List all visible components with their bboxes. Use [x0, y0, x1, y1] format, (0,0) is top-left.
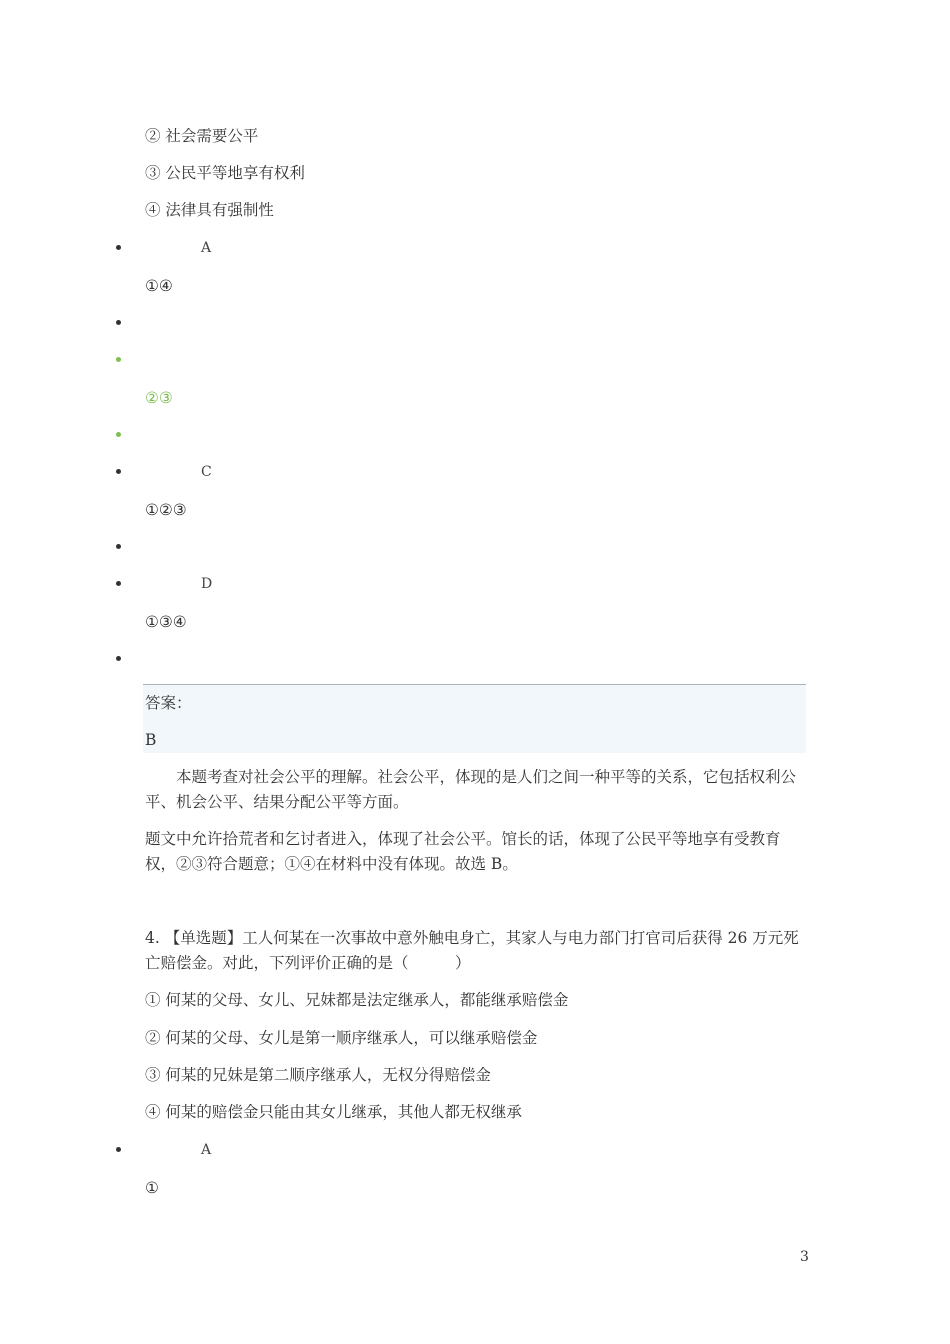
option-c-letter[interactable]: C: [201, 464, 212, 480]
option-d-end-bullet: [116, 656, 121, 661]
q4-option-a-bullet[interactable]: [116, 1147, 121, 1152]
option-a-end-bullet: [116, 320, 121, 325]
option-b-bullet[interactable]: [116, 357, 121, 362]
q3-statement-3: ③ 公民平等地享有权利: [145, 164, 305, 182]
q4-statement-4: ④ 何某的赔偿金只能由其女儿继承，其他人都无权继承: [145, 1103, 522, 1121]
page-number: 3: [800, 1249, 809, 1265]
q3-statement-2: ② 社会需要公平: [145, 127, 259, 145]
explanation-paragraph-2: 题文中允许拾荒者和乞讨者进入，体现了社会公平。馆长的话，体现了公民平等地享有受教育权，②③符合题意；①④在材料中没有体现。故选 B。: [145, 830, 781, 873]
option-d-text[interactable]: ①③④: [145, 613, 187, 631]
q4-statement-2: ② 何某的父母、女儿是第一顺序继承人，可以继承赔偿金: [145, 1029, 538, 1047]
q3-statement-4: ④ 法律具有强制性: [145, 201, 274, 219]
q4-option-a-letter[interactable]: A: [201, 1142, 212, 1158]
explanation-paragraph-1: 本题考查对社会公平的理解。社会公平，体现的是人们之间一种平等的关系，它包括权利公平、机会公平、结果分配公平等方面。: [145, 768, 797, 811]
option-d-bullet[interactable]: [116, 581, 121, 586]
option-a-text[interactable]: ①④: [145, 277, 173, 295]
q4-stem: 4. 【单选题】工人何某在一次事故中意外触电身亡，其家人与电力部门打官司后获得 26 万元死亡赔偿金。对此，下列评价正确的是（ ）: [145, 929, 799, 972]
answer-value: B: [145, 731, 157, 749]
q4-statement-3: ③ 何某的兄妹是第二顺序继承人，无权分得赔偿金: [145, 1066, 491, 1084]
answer-label: 答案：: [145, 694, 192, 712]
q4-option-a-text[interactable]: ①: [145, 1179, 159, 1197]
option-c-bullet[interactable]: [116, 469, 121, 474]
option-a-bullet[interactable]: [116, 245, 121, 250]
option-c-text[interactable]: ①②③: [145, 501, 187, 519]
option-d-letter[interactable]: D: [201, 576, 213, 592]
option-b-text[interactable]: ②③: [145, 389, 173, 407]
answer-box: [143, 684, 806, 753]
option-b-end-bullet: [116, 432, 121, 437]
option-c-end-bullet: [116, 544, 121, 549]
q4-statement-1: ① 何某的父母、女儿、兄妹都是法定继承人，都能继承赔偿金: [145, 991, 569, 1009]
option-a-letter[interactable]: A: [201, 240, 212, 256]
